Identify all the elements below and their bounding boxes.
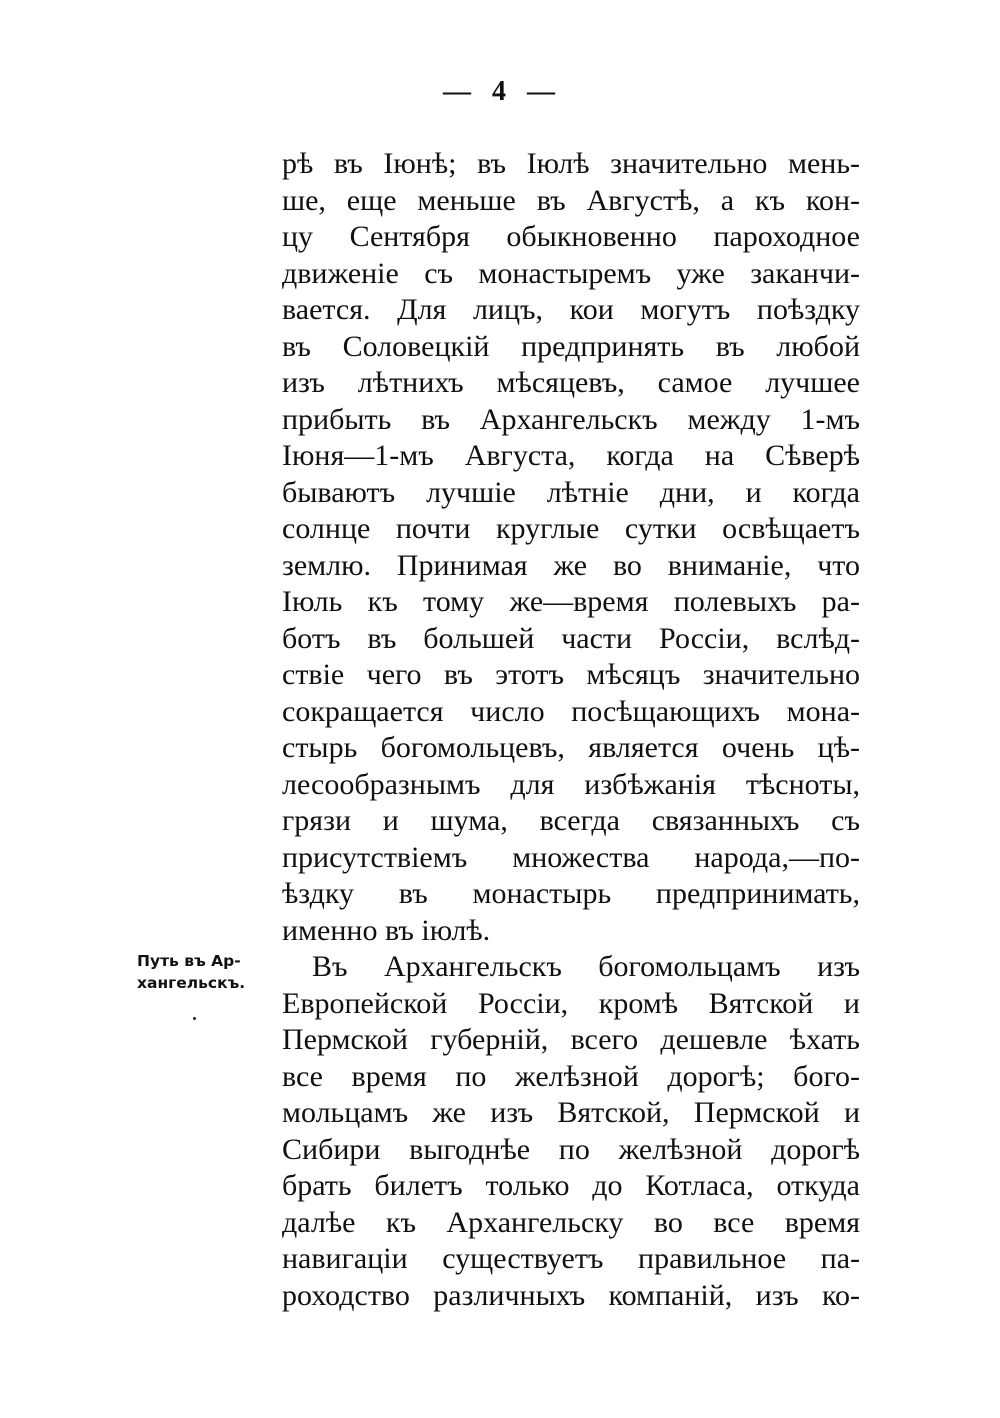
page-number-dash-right: — [527, 76, 557, 107]
text-line: Іюня—1-мъ Августа, когда на Сѣверѣ [282, 439, 860, 472]
paragraph-1 [282, 146, 860, 949]
text-line: Пермской губерній, всего дешевле ѣхать [282, 1023, 860, 1056]
text-line: ботъ въ большей части Россіи, вслѣд- [282, 621, 860, 655]
text-line: Сибири выгоднѣе по желѣзной дорогѣ [282, 1132, 860, 1166]
text-line: Европейской Россіи, кромѣ Вятской и [282, 986, 860, 1020]
text-line: изъ лѣтнихъ мѣсяцевъ, самое лучшее [282, 366, 860, 399]
text-line: присутствіемъ множества народа,—по- [282, 840, 860, 874]
text-line: вается. Для лицъ, кои могутъ поѣздку [282, 293, 860, 326]
text-line: ѣздку въ монастырь предпринимать, [282, 877, 860, 910]
text-line: лесообразнымъ для избѣжанія тѣсноты, [282, 767, 860, 801]
text-line: движеніе съ монастыремъ уже заканчи- [282, 256, 860, 290]
text-line: бываютъ лучшіе лѣтніе дни, и когда [282, 475, 860, 509]
text-line: Въ Архангельскъ богомольцамъ изъ [312, 950, 860, 983]
text-line: цу Сентября обыкновенно пароходное [282, 220, 860, 253]
text-line: ствіе чего въ этотъ мѣсяцъ значительно [282, 658, 860, 691]
text-line: въ Соловецкій предпринять въ любой [282, 329, 860, 363]
text-line: стырь богомольцевъ, является очень цѣ- [282, 731, 860, 764]
text-line: брать билетъ только до Котласа, откуда [282, 1169, 860, 1202]
paragraph-2 [282, 949, 860, 1314]
text-line: прибыть въ Архангельскъ между 1-мъ [282, 402, 860, 436]
text-line: рѣ въ Іюнѣ; въ Іюлѣ значительно мень- [282, 147, 860, 180]
text-line: навигаціи существуетъ правильное па- [282, 1242, 860, 1275]
margin-note-heading [137, 950, 277, 994]
text-line: именно въ іюлѣ. [282, 913, 491, 947]
text-line: грязи и шума, всегда связанныхъ съ [282, 804, 860, 837]
text-line: солнце почти круглые сутки освѣщаетъ [282, 512, 860, 545]
text-line: землю. Принимая же во вниманіе, что [282, 548, 860, 582]
text-line: далѣе къ Архангельску во все время [282, 1205, 860, 1239]
text-line: роходство различныхъ компаній, изъ ко- [282, 1278, 860, 1312]
page-number-dash-left: — [443, 76, 473, 107]
page-number [0, 76, 1000, 108]
main-text-column [282, 146, 860, 1314]
margin-dot-mark [193, 1017, 196, 1020]
margin-note-line: Путь въ Ар- [137, 952, 241, 970]
margin-note-line: хангельскъ. [137, 974, 246, 992]
page-number-value: 4 [492, 76, 508, 107]
text-line: все время по желѣзной дорогѣ; бого- [282, 1059, 860, 1093]
text-line: сокращается число посѣщающихъ мона- [282, 694, 860, 728]
text-line: мольцамъ же изъ Вятской, Пермской и [282, 1096, 860, 1129]
text-line: ше, еще меньше въ Августѣ, а къ кон- [282, 183, 860, 217]
text-line: Іюль къ тому же—время полевыхъ ра- [282, 585, 860, 618]
